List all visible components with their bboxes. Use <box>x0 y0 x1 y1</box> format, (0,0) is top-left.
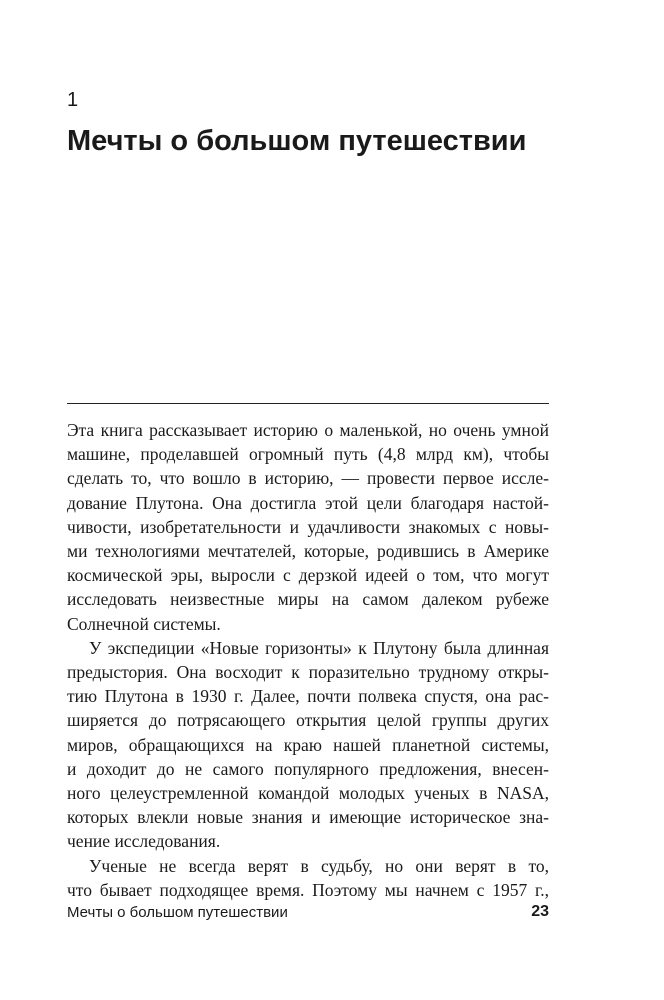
section-divider <box>67 403 549 404</box>
running-footer-title: Мечты о большом путешествии <box>67 904 288 921</box>
paragraph-3 <box>67 854 549 902</box>
body-text <box>67 418 549 902</box>
text-line: У экспедиции «Новые горизонты» к Плутону была длинная <box>89 637 549 658</box>
text-line: предыстория. Она восходит к поразительно трудному откры- <box>67 662 549 683</box>
text-line: сделать то, что вошло в историю, — провести первое иссле- <box>67 468 549 489</box>
text-line: чивости, изобретательности и удачливости знакомых с новы- <box>67 516 549 537</box>
text-line: ми технологиями мечтателей, которые, родившись в Америке <box>67 541 549 562</box>
text-line: и доходит до не самого популярного предложения, внесен- <box>67 758 549 779</box>
chapter-number: 1 <box>67 89 79 111</box>
text-line: Солнечной системы. <box>67 613 221 634</box>
text-line: что бывает подходящее время. Поэтому мы начнем с 1957 г., <box>67 879 549 900</box>
text-line: космической эры, выросли с дерзкой идеей о том, что могут <box>67 565 549 586</box>
text-line: дование Плутона. Она достигла этой цели благодаря настой- <box>67 492 549 513</box>
text-line: машине, проделавшей огромный путь (4,8 млрд км), чтобы <box>67 444 549 465</box>
paragraph-2 <box>67 636 549 854</box>
text-line: ного целеустремленной командой молодых ученых в NASA, <box>67 783 549 804</box>
text-line: тию Плутона в 1930 г. Далее, почти полвека спустя, она рас- <box>67 686 549 707</box>
text-line: чение исследования. <box>67 831 221 852</box>
paragraph-1 <box>67 418 549 636</box>
text-line: Эта книга рассказывает историю о маленькой, но очень умной <box>67 420 549 440</box>
text-line: Ученые не всегда верят в судьбу, но они верят в то, <box>89 855 549 876</box>
text-line: миров, обращающихся на краю нашей планетной системы, <box>67 734 549 755</box>
text-line: которых влекли новые знания и имеющие историческое зна- <box>67 807 549 828</box>
chapter-title: Мечты о большом путешествии <box>67 125 527 157</box>
text-line: ширяется до потрясающего открытия целой группы других <box>67 710 549 731</box>
text-line: исследовать неизвестные миры на самом далеком рубеже <box>67 589 549 610</box>
page-number: 23 <box>531 903 549 920</box>
